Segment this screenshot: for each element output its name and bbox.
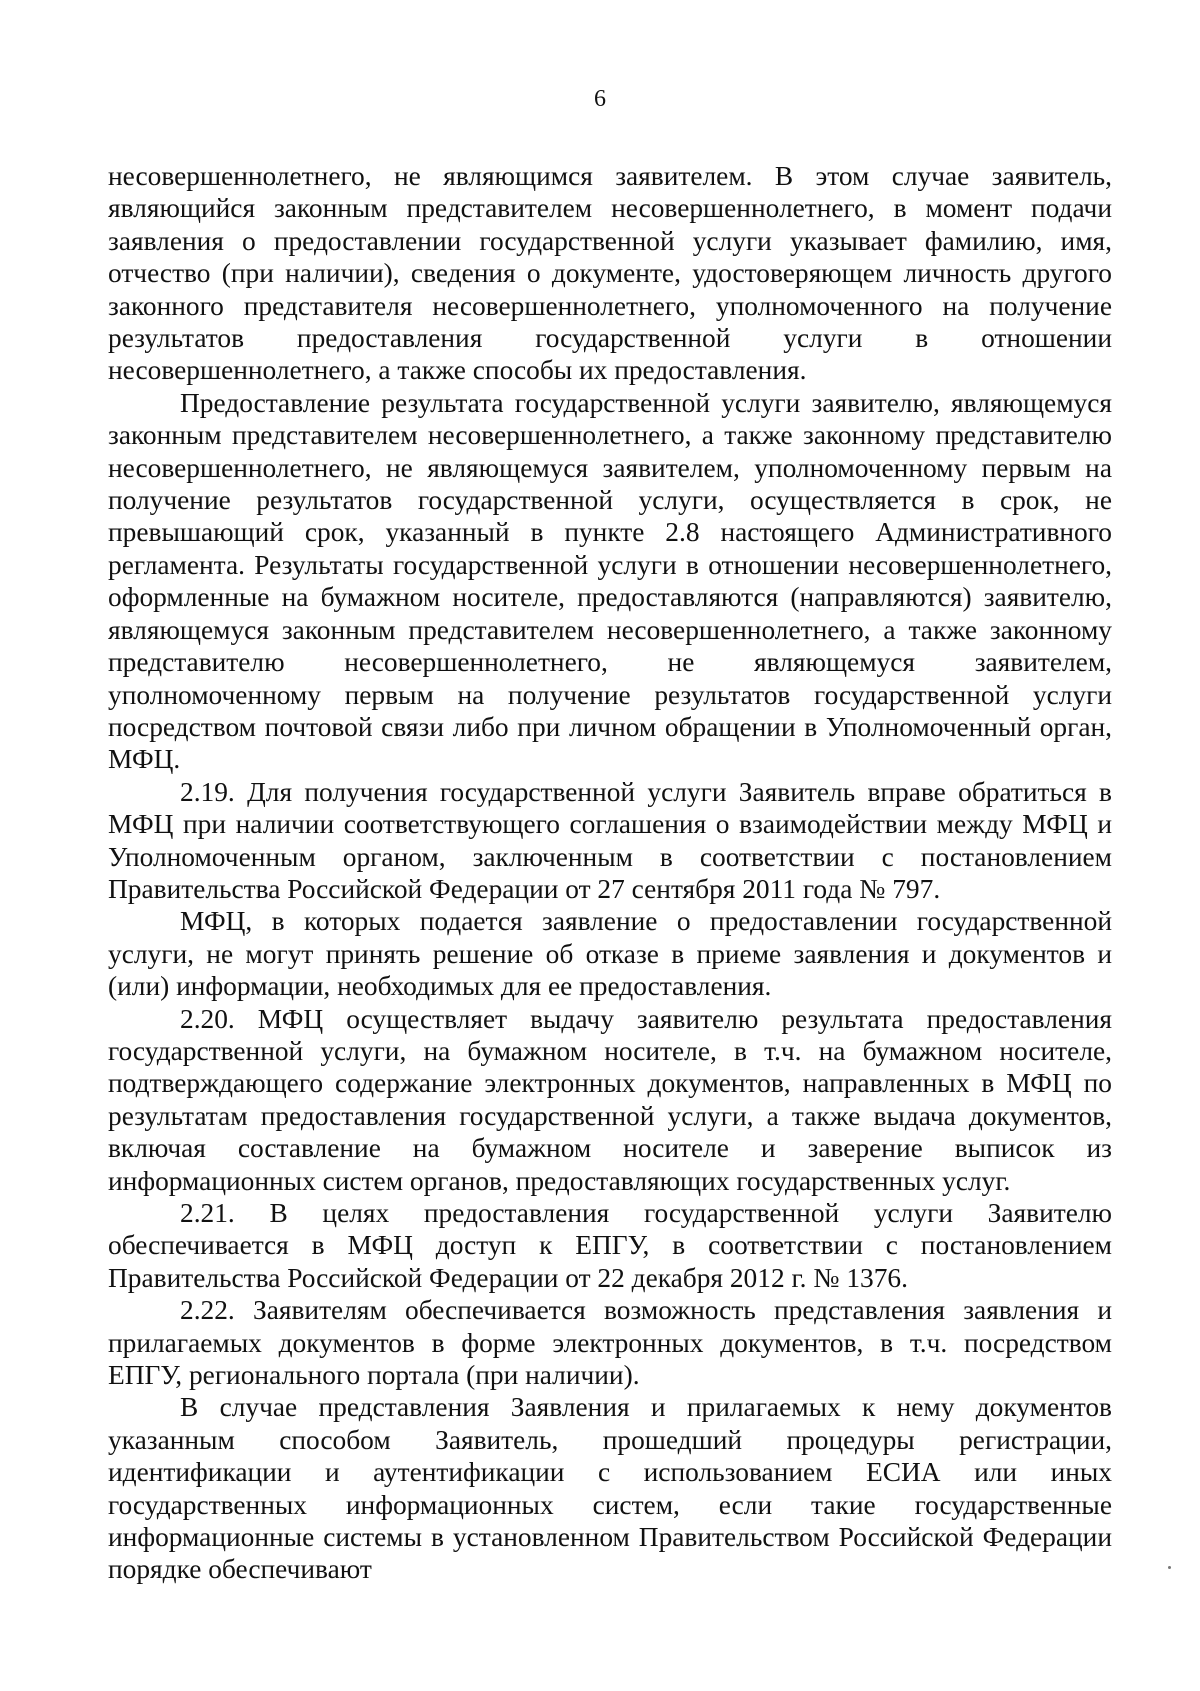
scan-dot-mark — [1168, 1566, 1171, 1569]
paragraph: МФЦ, в которых подается заявление о предоставлении государственной услуги, не могут принять решение об отказе в приеме заявления и документов и (или) информации, необходимых для ее предоставления. — [108, 906, 1112, 1002]
paragraph-2-19: 2.19. Для получения государственной услуги Заявитель вправе обратиться в МФЦ при наличии соответствующего соглашения о взаимодействии между МФЦ и Уполномоченным органом, заключенным в соответствии с постановлением Правительства Российской Федерации от 27 сентября 2011 года № 797. — [108, 776, 1112, 904]
document-body — [108, 160, 1112, 1586]
paragraph: Предоставление результата государственной услуги заявителю, являющемуся законным представителем несовершеннолетнего, а также законному представителю несовершеннолетнего, не являющемуся заявителем, уполномоченному первым на получение результатов государственной услуги, осуществляется в срок, не превышающий срок, указанный в пункте 2.8 настоящего Административного регламента. Результаты государственной услуги в отношении несовершеннолетнего, оформленные на бумажном носителе, предоставляются (направляются) заявителю, являющемуся законным представителем несовершеннолетнего, а также законному представителю несовершеннолетнего, не являющемуся заявителем, уполномоченному первым на получение результатов государственной услуги посредством почтовой связи либо при личном обращении в Уполномоченный орган, МФЦ. — [108, 387, 1112, 775]
paragraph-2-21: 2.21. В целях предоставления государственной услуги Заявителю обеспечивается в МФЦ доступ к ЕПГУ, в соответствии с постановлением Правительства Российской Федерации от 22 декабря 2012 г. № 1376. — [108, 1198, 1112, 1293]
page-number: 6 — [594, 86, 606, 112]
paragraph-continuation: несовершеннолетнего, не являющимся заявителем. В этом случае заявитель, являющийся законным представителем несовершеннолетнего, в момент подачи заявления о предоставлении государственной услуги указывает фамилию, имя, отчество (при наличии), сведения о документе, удостоверяющем личность другого законного представителя несовершеннолетнего, уполномоченного на получение результатов предоставления государственной услуги в отношении несовершеннолетнего, а также способы их предоставления. — [108, 161, 1112, 386]
paragraph-2-20: 2.20. МФЦ осуществляет выдачу заявителю результата предоставления государственной услуги, на бумажном носителе, в т.ч. на бумажном носителе, подтверждающего содержание электронных документов, направленных в МФЦ по результатам предоставления государственной услуги, а также выдача документов, включая составление на бумажном носителе и заверение выписок из информационных систем органов, предоставляющих государственных услуг. — [108, 1003, 1112, 1196]
paragraph-2-22: 2.22. Заявителям обеспечивается возможность представления заявления и прилагаемых документов в форме электронных документов, в т.ч. посредством ЕПГУ, регионального портала (при наличии). — [108, 1295, 1112, 1391]
paragraph: В случае представления Заявления и прилагаемых к нему документов указанным способом Заявитель, прошедший процедуры регистрации, идентификации и аутентификации с использованием ЕСИА или иных государственных информационных систем, если такие государственные информационные системы в установленном Правительством Российской Федерации порядке обеспечивают — [108, 1392, 1112, 1585]
